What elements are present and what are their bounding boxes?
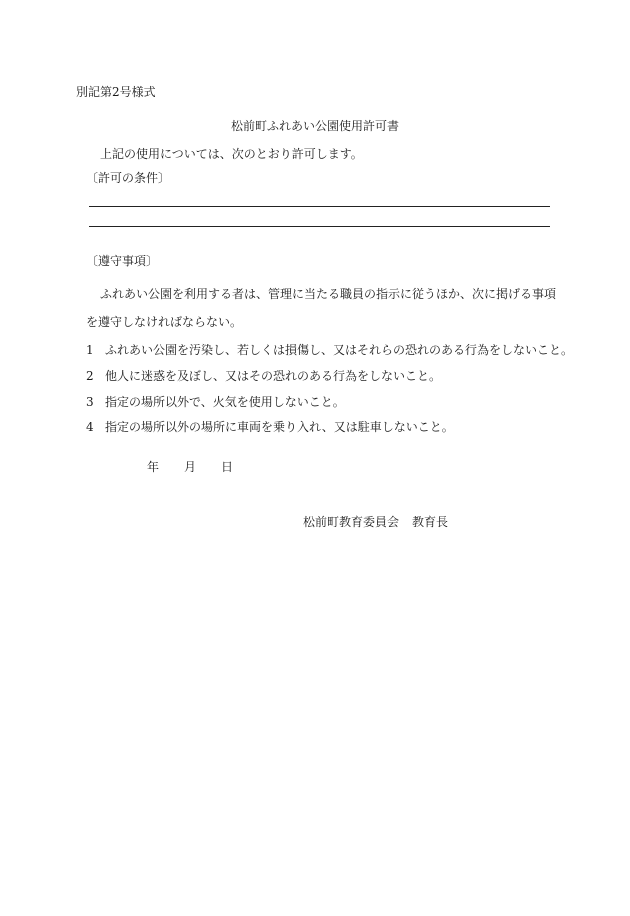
signer-title: 教育長	[412, 515, 449, 529]
conditions-blank-line-2	[89, 226, 550, 227]
observance-paragraph-line-2: を遵守しなければならない。	[86, 315, 243, 329]
permission-statement: 上記の使用については、次のとおり許可します。	[100, 147, 363, 161]
item-number: 3	[86, 395, 94, 409]
signer-organization: 松前町教育委員会	[303, 515, 400, 529]
date-line	[147, 459, 233, 475]
observance-paragraph-line-1: ふれあい公園を利用する者は、管理に当たる職員の指示に従うほか、次に掲げる事項	[100, 287, 557, 301]
observance-item	[86, 342, 573, 358]
document-title: 松前町ふれあい公園使用許可書	[231, 119, 400, 133]
observance-item	[86, 394, 345, 410]
month-label: 月	[184, 460, 197, 474]
item-text: 指定の場所以外で、火気を使用しないこと。	[105, 395, 345, 409]
item-number: 4	[86, 420, 94, 434]
observance-heading: 〔遵守事項〕	[86, 254, 159, 268]
observance-item	[86, 368, 441, 384]
item-number: 1	[86, 343, 94, 357]
form-number-label: 別記第2号様式	[76, 85, 156, 99]
day-label: 日	[221, 460, 234, 474]
conditions-blank-line-1	[89, 206, 550, 207]
conditions-heading: 〔許可の条件〕	[86, 171, 171, 185]
observance-item	[86, 419, 454, 435]
item-number: 2	[86, 369, 94, 383]
signer-block	[303, 514, 448, 530]
year-label: 年	[147, 460, 160, 474]
item-text: 指定の場所以外の場所に車両を乗り入れ、又は駐車しないこと。	[105, 420, 454, 434]
item-text: ふれあい公園を汚染し、若しくは損傷し、又はそれらの恐れのある行為をしないこと。	[105, 343, 574, 357]
item-text: 他人に迷惑を及ぼし、又はその恐れのある行為をしないこと。	[105, 369, 442, 383]
